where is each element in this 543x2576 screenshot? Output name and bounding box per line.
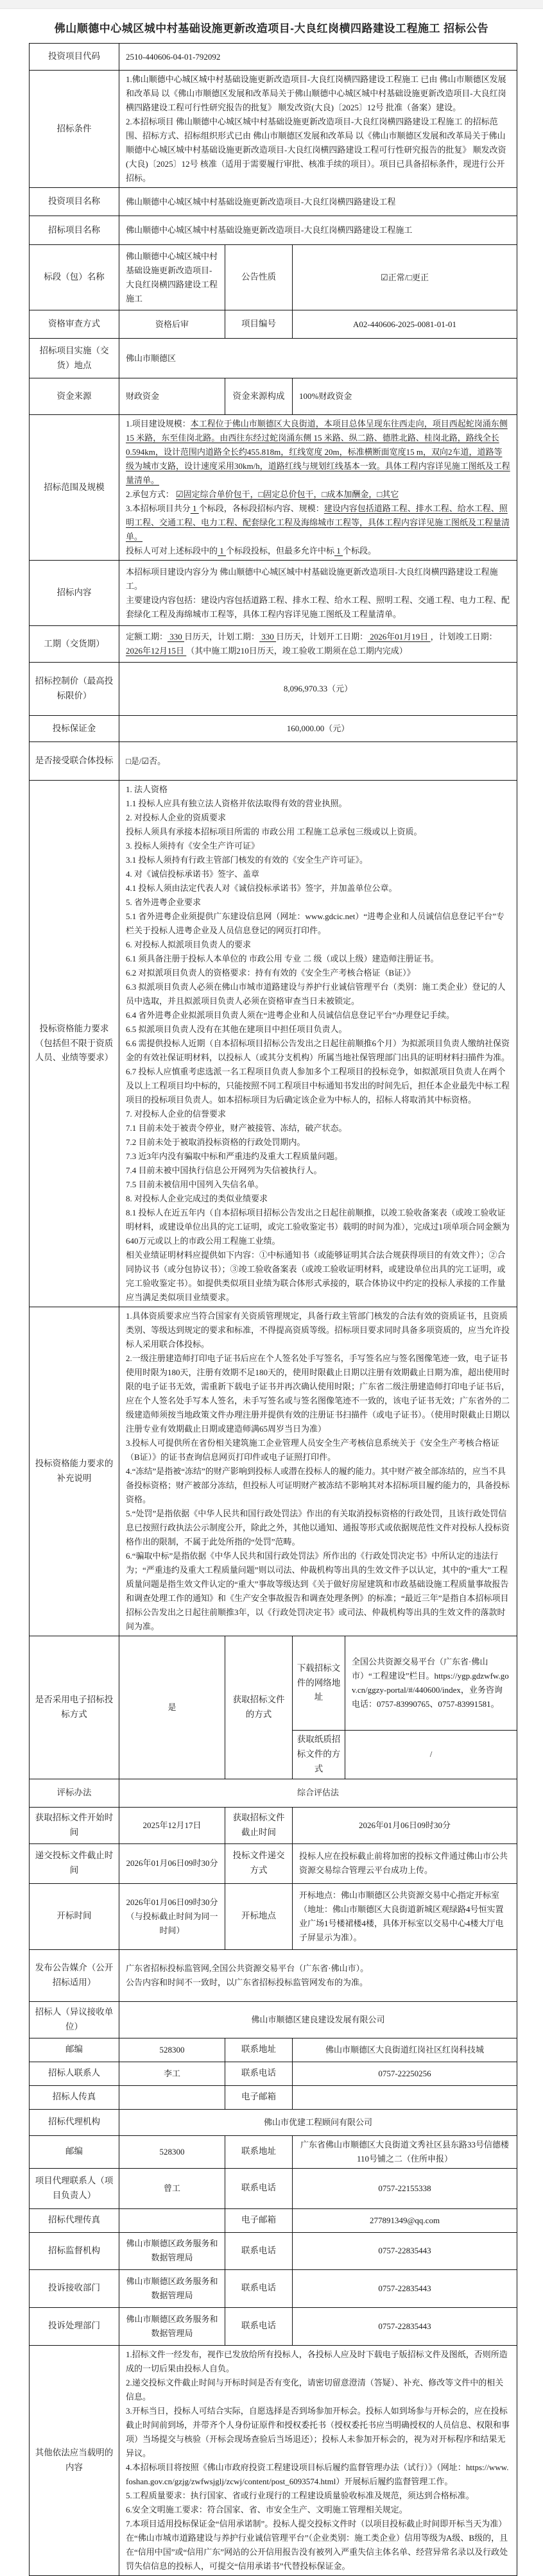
paragraph: 6.安全文明施工要求：符合国家、省、市安全生产、文明施工管理相关规定。 — [126, 2504, 408, 2514]
table-row-other-contents — [30, 2345, 517, 2575]
qualification-requirements-text — [119, 781, 517, 1307]
qualification-supplement-text — [119, 1307, 517, 1636]
table-row-agency-postcode — [30, 2135, 517, 2168]
row-label: 资金来源 — [30, 378, 119, 415]
table-row-tender-name — [30, 216, 517, 245]
agency-fax-value — [119, 2208, 225, 2232]
bid-bond-value: 160,000.00（元） — [119, 716, 517, 742]
row-label: 招标监督机构 — [30, 2232, 119, 2269]
row-label: 是否接受联合体投标 — [30, 742, 119, 781]
table-row-tender-conditions — [30, 71, 517, 188]
tender-conditions-text — [119, 71, 517, 188]
complaint-receiving-value: 佛山市顺德区政务服务和数据管理局 — [119, 2269, 225, 2307]
row-label: 递交投标文件截止时间 — [30, 1843, 119, 1883]
paragraph: 1.1 投标人应具有独立法人资格并依法取得有效的营业执照。 — [126, 799, 347, 808]
paragraph: 5.1 省外进粤企业须提供广东建设信息网（网址：www.gdcic.net）“进粤企业和人员诚信信息登记平台”专栏关于投标人进粤企业及人员信息登记的网页打印件。 — [126, 911, 504, 935]
paragraph: 2.本招标项目 佛山顺德中心城区城中村基础设施更新改造项目-大良红岗横四路建设工程施工 的招标范围、招标方式、招标组织形式已由 佛山市顺德区发展和改革局 以《佛山市顺德区发展和改革局关于佛山顺德中心城区城中村基础设施更新改造项目-大良红岗横四路建设工程可行性研究报告的批复》 顺发改资(大良)〔2025〕12号 核准（适用于需要履行审批、核准手续的项目）。项目已具备招标条件，现进行公开招标。 — [126, 117, 506, 183]
tenderer-email-value — [293, 2085, 517, 2109]
paragraph: 2. 对投标人企业的资质要求 — [126, 813, 227, 822]
row-label: 项目代理联系人（项目负责人） — [30, 2168, 119, 2208]
paragraph: 5.“处罚”是指依据《中华人民共和国行政处罚法》作出的有关取消投标资格的行政处罚，且该行政处罚信息已按照行政执法公示制度公开，除此之外，其他以通知、通报等形式或依据规范性文件对投标人投标资格作出的限制，不属于此处所指的“处罚”范畴。 — [126, 1509, 510, 1546]
fund-composition-value: 100%财政资金 — [293, 378, 517, 415]
package-name-value: 佛山顺德中心城区城中村基础设施更新改造项目-大良红岗横四路建设工程施工 — [119, 245, 225, 310]
paragraph: 4.“冻结”是指被“冻结”的财产影响到投标人或潜在投标人的履约能力。其中财产被全部冻结的，应当不具备投标资格；财产被部分冻结，但投标人可证明财产被冻结不影响其对本招标项目履约能力的，具备投标资格。 — [126, 1466, 510, 1504]
table-row-consortium — [30, 742, 517, 781]
paragraph: 6.4 省外进粤企业拟派项目负责人须在“进粤企业和人员诚信信息登记平台”办理登记手续。 — [126, 1010, 455, 1020]
top-strip — [0, 0, 543, 9]
qualification-review-value: 资格后审 — [119, 310, 225, 339]
complaint-receiving-phone-value: 0757-22835443 — [293, 2269, 517, 2307]
paragraph: 5.工程质量要求：执行国家、省或行业现行的工程建设质量验收标准及规范，须达到合格标准。 — [126, 2490, 474, 2500]
agency-contact-value: 曾工 — [119, 2168, 225, 2208]
paragraph: 1. 法人资格 — [126, 784, 168, 794]
row-label: 获取招标文件开始时间 — [30, 1807, 119, 1843]
evaluation-method-value: 综合评估法 — [119, 1779, 517, 1807]
paragraph: 投标人可对上述标段中的 1 个标段投标，但最多允许中标 1 个标段。 — [126, 546, 377, 555]
duration-text — [119, 626, 517, 663]
page-title: 佛山顺德中心城区城中村基础设施更新改造项目-大良红岗横四路建设工程施工 招标公告 — [54, 22, 489, 35]
table-row-bid-bond — [30, 716, 517, 742]
table-row-investment-name — [30, 188, 517, 216]
agency-value: 佛山市优建工程顾问有限公司 — [119, 2109, 517, 2135]
table-row-location — [30, 339, 517, 378]
other-contents-text — [119, 2345, 517, 2575]
paragraph: 1.具体资质要求应当符合国家有关资质管理规定，具备行政主管部门核发的合法有效的资质证书，且资质类别、等级达到规定的要求和标准，不得提高资质等级。招标项目要求同时具备多项资质的，应当允许投标人采用联合体投标。 — [126, 1311, 510, 1349]
paragraph: 8.1 投标人在近五年内（自本招标项目招标公告发出之日起往前顺推，以竣工验收备案表（或竣工验收证明材料，或建设单位出具的完工证明，或完工验收鉴定书）载明的时间为准），完成过1项单项合同金额为640万元或以上的市政公用工程施工业绩。 — [126, 1208, 510, 1246]
tenderer-email-label: 电子邮箱 — [225, 2085, 293, 2109]
row-label: 招标控制价（最高投标限价） — [30, 663, 119, 716]
paragraph: 6.“骗取中标”是指依据《中华人民共和国行政处罚法》所作出的《行政处罚决定书》中所认定的违法行为；“严重违约及重大工程质量问题”则以司法、仲裁机构等出具的生效文件予以认定，其中的“重大”工程质量问题是指生效文件认定的“重大”事故等级达到《关于做好房屋建筑和市政基础设施工程质量事故报告和调查处理工作的通知》和《生产安全事故报告和调查处理条例》的标准；“最近三年”是指自本招标项目招标公告发出之日起往前顺推3年，以《行政处罚决定书》或司法、仲裁机构等出具的生效文件的落款时间为准。 — [126, 1551, 509, 1631]
table-row-agency-fax — [30, 2208, 517, 2232]
table-row-tenderer-postcode — [30, 2038, 517, 2062]
row-label: 开标时间 — [30, 1883, 119, 1949]
table-row-qualification-supplement — [30, 1307, 517, 1636]
supervision-phone-label: 联系电话 — [225, 2232, 293, 2269]
paragraph: 2.递交投标文件截止时间与开标时间是否有变化，请密切留意澄清（答疑）、补充、修改等文件中的相关信息。 — [126, 2377, 504, 2402]
download-address-label: 下载招标文件的网络地址 — [293, 1636, 345, 1731]
row-label: 投诉接收部门 — [30, 2269, 119, 2307]
e-bidding-value: 是 — [119, 1636, 225, 1779]
paragraph: 1.佛山顺德中心城区城中村基础设施更新改造项目-大良红岗横四路建设工程施工 已由 佛山市顺德区发展和改革局 以《佛山市顺德区发展和改革局关于佛山顺德中心城区城中村基础设施更新改造项目-大良红岗横四路建设工程可行性研究报告的批复》 顺发改资(大良)〔2025〕12号 批准（备案）建设。 — [126, 74, 506, 112]
row-label: 发布公告媒介（公开招标适用） — [30, 1949, 119, 2001]
agency-email-label: 电子邮箱 — [225, 2208, 293, 2232]
table-row-supervision-agency — [30, 2232, 517, 2269]
paragraph: 3.1 投标人须持有行政主管部门核发的有效的《安全生产许可证》。 — [126, 855, 368, 865]
paragraph: 6.5 拟派项目负责人没有在其他在建项目中担任项目负责人。 — [126, 1024, 347, 1034]
supervision-phone-value: 0757-22835443 — [293, 2232, 517, 2269]
row-label: 投诉处理部门 — [30, 2307, 119, 2345]
consortium-value: □是/☑否。 — [119, 742, 517, 781]
table-row-agency — [30, 2109, 517, 2135]
investment-name-value: 佛山顺德中心城区城中村基础设施更新改造项目-大良红岗横四路建设工程 — [119, 188, 517, 216]
row-label: 招标代理机构 — [30, 2109, 119, 2135]
table-row-fund-source — [30, 378, 517, 415]
tenderer-address-value: 佛山市顺德区大良街道红岗社区红岗科技城 — [293, 2038, 517, 2062]
table-row-e-bidding — [30, 1636, 517, 1731]
paragraph: 6.6 需提供投标人近期（自本招标项目招标公告发出之日起往前顺推6个月）为拟派项目负责人缴纳社保资金的有效社保证明材料，以投标人（或其分支机构）所属当地社保管理部门出具的证明材料扫描件为准。 — [126, 1038, 510, 1062]
paragraph: 2.一级注册建造师打印电子证书后应在个人签名处手写签名，手写签名应与签名图像笔迹一致，电子证书使用时限为180天，注册有效期不足180天的，使用时限截止日期以注册有效期截止日期为准，超出使用时限的电子证书无效，需重新下载电子证书并再次确认使用时限；广东省二级注册建造师打印电子证书后，应在个人签名处手写本人签名，未手写签名或与签名图像笔迹不一致的，该电子证书无效；广东省外的二级建造师须按当地政策文件办理注册并提供有效的注册证书扫描件（或电子证书）。（使用时限截止日期以注册专业有效期截止日期或建造师满65周岁当日为准） — [126, 1353, 510, 1434]
tenderer-phone-label: 联系电话 — [225, 2062, 293, 2085]
paragraph: 7.本项目适用投标保证金“信用承诺制”。投标人提交投标文件时（以项目投标截止时间即开标当天为准）在“佛山市城市道路建设与养护行业诚信管理平台”（企业类别：施工类企业）信用等级为A级、B级的，且在“信用中国”或“信用广东”网站的公开信用报告没有被列入严重失信主体名单、经营异常名录以及行政处罚失信信息的投标人，可提交“信用承诺书”代替投标保证金。 — [126, 2518, 508, 2571]
table-row-evaluation-method — [30, 1779, 517, 1807]
paper-doc-label: 获取纸质招标文件的方式 — [293, 1731, 345, 1779]
paragraph: 3.投标人可提供所在省份相关建筑施工企业管理人员安全生产考核信息系统关于《安全生产考核合格证（B证）》的证书查询信息网页打印件或电子证照打印件。 — [126, 1438, 499, 1462]
table-row-agency-contact — [30, 2168, 517, 2208]
row-label: 投标保证金 — [30, 716, 119, 742]
table-row-doc-obtain-time — [30, 1807, 517, 1843]
paper-doc-value: / — [345, 1731, 517, 1779]
scope-text — [119, 415, 517, 561]
paragraph: 7.5 目前未被信用中国列入失信名单。 — [126, 1180, 264, 1189]
agency-address-label: 联系地址 — [225, 2135, 293, 2168]
tender-content-text — [119, 561, 517, 626]
paragraph: 本招标项目建设内容分为 佛山顺德中心城区城中村基础设施更新改造项目-大良红岗横四路建设工程施工。 — [126, 566, 498, 591]
project-number-label: 项目编号 — [225, 310, 293, 339]
paragraph: 投标人须具有承接本招标项目所需的 市政公用 工程施工总承包三级或以上资质。 — [126, 827, 422, 836]
row-label: 招标人传真 — [30, 2085, 119, 2109]
fund-composition-label: 资金来源构成 — [225, 378, 293, 415]
row-label: 标段（包）名称 — [30, 245, 119, 310]
paragraph: 6.7 投标人应慎重考虑选派一名工程项目负责人参加多个工程项目的投标竞争，如拟派项目负责人在两个及以上工程项目均中标的，只能按照不同工程项目中标通知书发出的时间先后，担任本企业最先中标工程项目的投标项目负责人。如本招标项目为后确定该企业为中标人的，招标人将取消其中标资格。 — [126, 1067, 510, 1105]
row-label: 投标资格能力要求的补充说明 — [30, 1307, 119, 1636]
table-row-tenderer-fax — [30, 2085, 517, 2109]
paragraph: 6.1 须具备注册于投标人本单位的 市政公用 专业 二 级（或以上级）建造师注册证书。 — [126, 954, 439, 963]
paragraph: 1.招标文件一经发布，视作已发放给所有投标人，各投标人应及时下载电子版招标文件及图纸，否则所造成的一切后果由投标人自负。 — [126, 2349, 508, 2373]
row-label: 招标代理传真 — [30, 2208, 119, 2232]
row-label: 招标项目实施（交货）地点 — [30, 339, 119, 378]
paragraph: 8. 对投标人企业完成过的类似业绩要求 — [126, 1194, 268, 1203]
location-value: 佛山市顺德区 — [119, 339, 517, 378]
paragraph: 4. 对《诚信投标承诺书》签字、盖章 — [126, 869, 260, 879]
investment-code-value: 2510-440606-04-01-792092 — [119, 44, 517, 71]
paragraph: 7. 对投标人企业的信誉要求 — [126, 1109, 227, 1119]
agency-phone-label: 联系电话 — [225, 2168, 293, 2208]
tenderer-contact-value: 李工 — [119, 2062, 225, 2085]
doc-obtain-end-value: 2026年01月06日09时30分 — [293, 1807, 517, 1843]
submission-method-value: 投标人应在投标截止前将加密的投标文件通过佛山市公共资源交易综合管理云平台成功上传。 — [293, 1843, 517, 1883]
row-label: 邮编 — [30, 2135, 119, 2168]
row-label: 投标资格能力要求（包括但不限于资质人员、业绩等要求） — [30, 781, 119, 1307]
table-row-duration — [30, 626, 517, 663]
paragraph: 公告内容和时间不一致时，以广东省招标投标监管网发布的为准。 — [126, 1977, 368, 1987]
announcement-media-text — [119, 1949, 517, 2001]
bid-opening-place-value: 开标地点：佛山市顺德区公共资源交易中心指定开标室（地址：佛山市顺德区大良街道新城区观绿路4号恒实置业广场1号楼裙楼4楼，具体开标室以交易中心4楼大厅电子屏显示为准）。 — [293, 1883, 517, 1949]
row-label: 资格审查方式 — [30, 310, 119, 339]
paragraph: 4.本招标项目将按照《佛山市政府投资工程建设项目标后履约监督管理办法（试行）》（网址：https://www.foshan.gov.cn/gzjg/zwfwsjglj/zcwj/content/post_6093574.html）开展标后履约监督管理工作。 — [126, 2462, 509, 2486]
paragraph: 3. 投标人须持有《安全生产许可证》 — [126, 841, 260, 851]
fund-source-value: 财政资金 — [119, 378, 225, 415]
paragraph: 5. 省外进粤企业要求 — [126, 897, 202, 907]
tenderer-phone-value: 0757-22250256 — [293, 2062, 517, 2085]
control-price-value: 8,096,970.33（元） — [119, 663, 517, 716]
table-row-qualification-requirements — [30, 781, 517, 1307]
doc-obtain-end-label: 获取招标文件截止时间 — [225, 1807, 293, 1843]
paragraph: 3.本招标项目共分 1 个标段，各标段招标内容、规模：建设内容包括道路工程、排水工程、给水工程、照明工程、交通工程、电力工程、配套绿化工程及海绵城市工程等，具体工程内容详见施工图纸及工程量清单。 — [126, 504, 510, 541]
paragraph: 1.项目建设规模：本工程位于佛山市顺德区大良街道，本项目总体呈现东往西走向，项目西起蛇岗涌东侧 15 米路，东至佳岗北路。由西往东经过蛇岗涌东侧 15 米路、纵二路、德胜北路、桂岗北路，路线全长 0.594km，设计范围内道路全长约455.818m，红线宽度 20m，标准横断面宽度15 m，双向2车道，道路等级为城市支路，设计速度采用30km/h，道路红线与规划红线基本一致。具体工程内容详见施工图纸及工程量清单。 — [126, 419, 510, 485]
row-label: 招标项目名称 — [30, 216, 119, 245]
project-number-value: A02-440606-2025-0081-01-01 — [293, 310, 517, 339]
paragraph: 6.2 对拟派项目负责人的资格要求：持有有效的《安全生产考核合格证（B证）》 — [126, 968, 415, 978]
row-label: 投资项目名称 — [30, 188, 119, 216]
tenderer-value: 佛山市顺德区建良建设发展有限公司 — [119, 2001, 517, 2038]
table-row-tenderer — [30, 2001, 517, 2038]
tenderer-postcode-value: 528300 — [119, 2038, 225, 2062]
table-row-qualification-review — [30, 310, 517, 339]
agency-email-value: 277891349@qq.com — [293, 2208, 517, 2232]
row-label: 招标范围及规模 — [30, 415, 119, 561]
table-row-submission-deadline — [30, 1843, 517, 1883]
paragraph: 6. 对投标人拟派项目负责人的要求 — [126, 940, 252, 949]
paragraph: 7.2 目前未处于被取消投标资格的行政处罚期内。 — [126, 1137, 306, 1147]
paragraph: 定额工期： 330 日历天，计划工期： 330 日历天，计划开工日期： 2026年01月19日 ，计划竣工日期： 2026年12月15日 （其中施工期210日历天，竣工验收工期须在总工期内完成） — [126, 632, 497, 656]
row-label: 是否采用电子招标投标方式 — [30, 1636, 119, 1779]
table-row-complaint-handling — [30, 2307, 517, 2345]
agency-phone-value: 0757-22155338 — [293, 2168, 517, 2208]
notice-nature-value: ☑正常/□更正 — [293, 245, 517, 310]
table-row-scope — [30, 415, 517, 561]
row-label: 招标内容 — [30, 561, 119, 626]
submission-method-label: 投标文件递交方式 — [225, 1843, 293, 1883]
paragraph: 3.开标当日，投标人可结合实际，自愿选择是否到场参加开标会。投标人如到场参与开标会的，应在投标截止时间前到场，并带齐个人身份证原件和授权委托书（授权委托书应当明确授权的人员信息、权限和事项）当场提交与核验（开标会现场查验后当场退还）；投标人未参加开标会的，视为对开标程序和结果无异议。 — [126, 2405, 510, 2458]
notice-nature-label: 公告性质 — [225, 245, 293, 310]
table-row-tenderer-contact — [30, 2062, 517, 2085]
paragraph: 2.承包方式： ☑固定综合单价包干，□固定总价包干，□成本加酬金，□其它 — [126, 489, 399, 499]
tender-name-value: 佛山顺德中心城区城中村基础设施更新改造项目-大良红岗横四路建设工程施工 — [119, 216, 517, 245]
row-label: 招标人（异议接收单位） — [30, 2001, 119, 2038]
download-address-value: 全国公共资源交易平台（广东省·佛山市）“工程建设”栏目。https://ygp.gdzwfw.gov.cn/ggzy-portal/#/440600/index，业务咨询电话：0757-83990765、0757-83991581。 — [345, 1636, 517, 1731]
tenderer-address-label: 联系地址 — [225, 2038, 293, 2062]
bid-opening-time-value: 2026年01月06日09时30分（与投标截止时间为同一时间） — [119, 1883, 225, 1949]
submission-deadline-value: 2026年01月06日09时30分 — [119, 1843, 225, 1883]
doc-obtain-start-value: 2025年12月17日 — [119, 1807, 225, 1843]
complaint-receiving-phone-label: 联系电话 — [225, 2269, 293, 2307]
table-row-package-name — [30, 245, 517, 310]
row-label: 工期（交货期） — [30, 626, 119, 663]
paragraph: 6.3 拟派项目负责人必须在佛山市城市道路建设与养护行业诚信管理平台（类别：施工类企业）登记的人员中选取，并且拟派项目负责人必须在资格审查当日未被锁定。 — [126, 982, 506, 1006]
paragraph: 相关业绩证明材料应提供如下内容：①中标通知书（或能够证明其合法合规获得项目的有效文件）；②合同协议书（或分包协议书）；③竣工验收备案表（或竣工验收证明材料，或建设单位出具的完工证明，或完工验收鉴定书）。如提供类似项目业绩为联合体形式承接的，联合体协议中约定的投标人承接的工作量应当满足类似项目业绩要求。 — [126, 1250, 506, 1302]
agency-postcode-value: 528300 — [119, 2135, 225, 2168]
supervision-agency-value: 佛山市顺德区政务服务和数据管理局 — [119, 2232, 225, 2269]
paragraph: 7.3 近3年内没有骗取中标和严重违约及重大工程质量问题。 — [126, 1151, 343, 1161]
complaint-handling-phone-value: 0757-22835443 — [293, 2307, 517, 2345]
row-label: 投资项目代码 — [30, 44, 119, 71]
paragraph: 4.1 投标人须由法定代表人对《诚信投标承诺书》签字，并加盖单位公章。 — [126, 883, 397, 893]
complaint-handling-value: 佛山市顺德区政务服务和数据管理局 — [119, 2307, 225, 2345]
row-label: 招标人联系人 — [30, 2062, 119, 2085]
paragraph: 广东省招标投标监管网,全国公共资源交易平台（广东省·佛山市）。 — [126, 1963, 369, 1973]
bid-opening-place-label: 开标地点 — [225, 1883, 293, 1949]
table-row-tender-content — [30, 561, 517, 626]
paragraph: 7.1 目前未处于被责令停业，财产被接管、冻结，破产状态。 — [126, 1123, 347, 1133]
doc-obtain-method-label: 获取招标文件的方式 — [225, 1636, 293, 1779]
row-label: 其他依法应当载明的内容 — [30, 2345, 119, 2575]
table-row-announcement-media — [30, 1949, 517, 2001]
table-row-control-price — [30, 663, 517, 716]
paragraph: 主要建设内容包括：建设内容包括道路工程、排水工程、给水工程、照明工程、交通工程、电力工程、配套绿化工程及海绵城市工程等，具体工程内容详见施工图纸及工程量清单。 — [126, 595, 510, 619]
tender-table — [29, 43, 517, 2576]
paragraph: 7.4 目前未被中国执行信息公开网列为失信被执行人。 — [126, 1165, 322, 1175]
table-row-investment-code — [30, 44, 517, 71]
row-label: 评标办法 — [30, 1779, 119, 1807]
table-row-complaint-receiving — [30, 2269, 517, 2307]
complaint-handling-phone-label: 联系电话 — [225, 2307, 293, 2345]
agency-address-value: 广东省佛山市顺德区大良街道文秀社区县东路33号信德楼110号铺之二（住所申报） — [293, 2135, 517, 2168]
tenderer-fax-value — [119, 2085, 225, 2109]
row-label: 邮编 — [30, 2038, 119, 2062]
table-row-bid-opening — [30, 1883, 517, 1949]
row-label: 招标条件 — [30, 71, 119, 188]
